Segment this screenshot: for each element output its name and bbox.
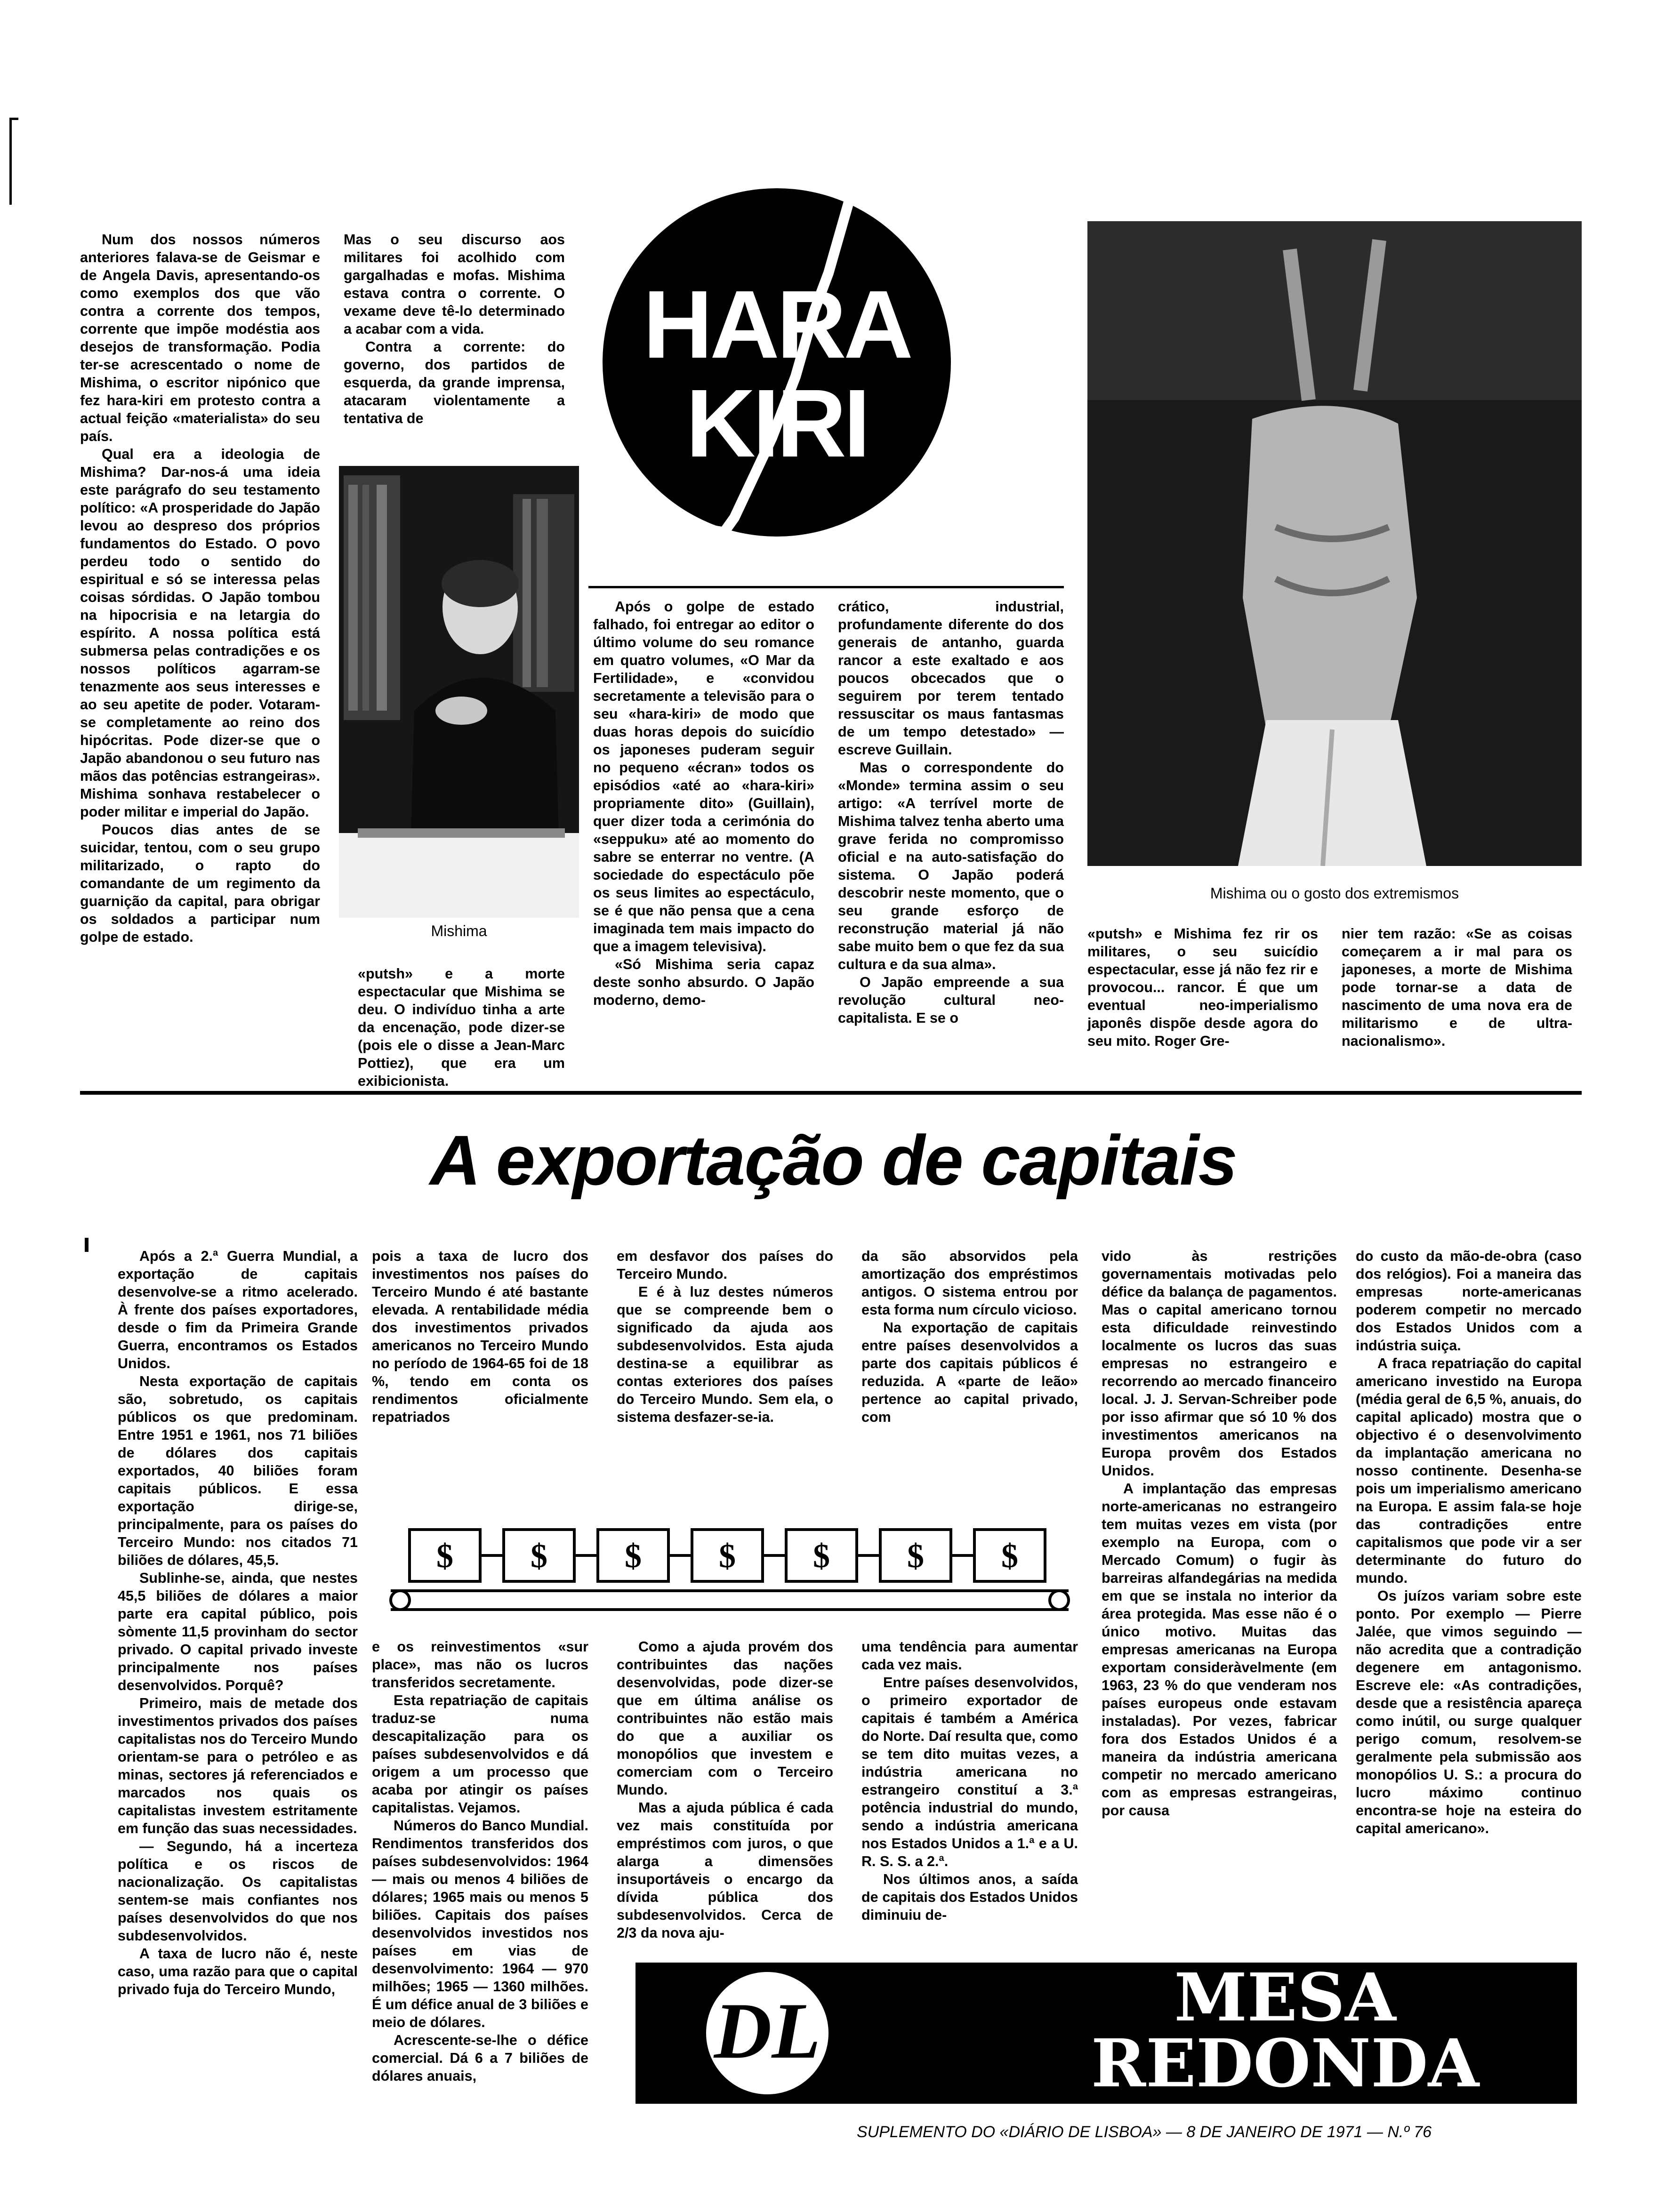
paragraph: O Japão empreende a sua revolução cultural neo-capitalista. E se o (838, 974, 1064, 1026)
hara-col-4 (838, 598, 1064, 1027)
hara-kiri-emblem (593, 155, 960, 569)
section-divider (80, 1091, 1582, 1095)
extremismos-photo (1087, 221, 1582, 866)
exp-col-4-top (861, 1247, 1078, 1426)
hara-col-1 (80, 231, 320, 946)
paragraph: Nos últimos anos, a saída de capitais dos Estados Unidos diminuiu de- (861, 1871, 1078, 1923)
paragraph: «putsh» e a morte espectacular que Mishima se deu. O indivíduo tinha a arte da encenação, pode dizer-se (pois ele o disse a Jean-Marc Pottiez), que era um exibicionista. (358, 966, 565, 1089)
exp-col-1 (118, 1247, 358, 1998)
paragraph: da são absorvidos pela amortização dos empréstimos antigos. O sistema entrou por esta forma num círculo vicioso. (861, 1248, 1078, 1318)
paragraph: Entre países desenvolvidos, o primeiro exportador de capitais é também a América do Norte. Daí resulta que, como se tem dito muitas vezes, a indústria americana no estrangeiro constituí a 3.ª potência industrial do mundo, sendo a indústria americana nos Estados Unidos a 1.ª e a U. R. S. S. a 2.ª. (861, 1675, 1078, 1869)
paragraph: Na exportação de capitais entre países desenvolvidos a parte dos capitais públicos é reduzida. A «parte de leão» pertence ao capital privado, com (861, 1320, 1078, 1425)
dollar-sign: $ (1001, 1537, 1018, 1575)
exp-col-2-top (372, 1247, 588, 1426)
paragraph: Qual era a ideologia de Mishima? Dar-nos-á uma ideia este parágrafo do seu testamento político: «A prosperidade do Japão levou ao despreso dos próprios fundamentos do Estado. O povo perdeu todo o sentido do espiritual e só se interessa pelas coisas sórdidas. O Japão tombou na hipocrisia e na letargia do espírito. A nossa política está submersa pelas contradições e os nossos políticos agarram-se tenazmente aos seus interesses e ao seu apetite de poder. Votaram-se completamente ao reino dos hipócritas. Pode dizer-se que o Japão abandonou o seu futuro nas mãos das potências estrangeiras». Mishima sonhava restabelecer o poder militar e imperial do Japão. (80, 446, 320, 820)
paragraph: uma tendência para aumentar cada vez mais. (861, 1639, 1078, 1673)
paragraph: Após o golpe de estado falhado, foi entregar ao editor o último volume do seu romance em quatro volumes, «O Mar da Fertilidade», e «convidou secretamente a televisão para o seu «hara-kiri» de modo que duas horas depois do suicídio os japoneses puderam seguir no pequeno «écran» todos os episódios «até ao «hara-kiri» propriamente dito» (Guillain), quer dizer toda a cerimónia do «seppuku» até ao momento do sabre se enterrar no ventre. (A sociedade do espectáculo põe os seus limites ao espectáculo, se é que não pensa que a cena imaginada tem mais impacto do que a imagem televisiva). (593, 599, 814, 954)
mishima-photo-image (339, 466, 579, 918)
dollar-sign: $ (719, 1537, 736, 1575)
hara-col-2-bottom (358, 965, 565, 1090)
paragraph: Mas o seu discurso aos militares foi acolhido com gargalhadas e mofas. Mishima estava contra o corrente. O vexame deve tê-lo determinado a acabar com a vida. (344, 232, 565, 337)
paragraph: e os reinvestimentos «sur place», mas não os lucros transferidos secretamente. (372, 1639, 588, 1691)
mesa-redonda-banner (635, 1959, 1577, 2104)
paragraph: Primeiro, mais de metade dos investimentos privados dos países capitalistas nos do Terceiro Mundo orientam-se para o petróleo e as minas, sectores já referenciados e marcados nos quais os capitalistas investem estritamente em função das suas necessidades. (118, 1695, 358, 1836)
paragraph: Os juízos variam sobre este ponto. Por exemplo — Pierre Jalée, que vimos seguindo — não acredita que a contradição degenere em antagonismo. Escreve ele: «As contradições, desde que a resistência apareça como inútil, ou surge qualquer perigo comum, resolvem-se geralmente pela submissão aos monopólios U. S.: a procura do lucro máximo continuo encontra-se hoje na esteira do capital americano». (1356, 1588, 1582, 1836)
hara-kiri-line1: HARA (643, 271, 911, 378)
paragraph: Mas o correspondente do «Monde» termina assim o seu artigo: «A terrível morte de Mishima talvez tenha aberto uma grave ferida no compromisso oficial e na auto-satisfação do sistema. O Japão poderá descobrir neste momento, que o seu grande esforço de reconstrução material já não sabe muito bem o que fez da sua cultura e da sua alma». (838, 760, 1064, 972)
mishima-photo (339, 466, 579, 918)
extremismos-photo-image (1087, 221, 1582, 866)
hara-kiri-logo (593, 155, 960, 569)
exp-col-3-top (617, 1247, 833, 1426)
hara-col-5 (1087, 925, 1318, 1050)
paragraph: — Segundo, há a incerteza política e os riscos de nacionalização. Os capitalistas sentem-se mais confiantes nos países desenvolvidos do que nos subdesenvolvidos. (118, 1838, 358, 1944)
paragraph: Números do Banco Mundial. Rendimentos transferidos dos países subdesenvolvidos: 1964 — mais ou menos 4 biliões de dólares; 1965 mais ou menos 5 biliões. Capitais dos países desenvolvidos investidos nos países em vias de desenvolvimento: 1964 — 970 milhões; 1965 — 1360 milhões. É um défice anual de 3 biliões e meio de dólares. (372, 1818, 588, 2030)
money-train-illustration (381, 1520, 1078, 1619)
exp-col-3-bottom (617, 1638, 833, 1942)
dollar-sign: $ (907, 1537, 924, 1575)
paragraph: «Só Mishima seria capaz deste sonho absurdo. O Japão moderno, demo- (593, 956, 814, 1008)
paragraph: Após a 2.ª Guerra Mundial, a exportação de capitais desenvolve-se a ritmo acelerado. À frente dos países exportadores, desde o fim da Primeira Grande Guerra, encontramos os Estados Unidos. (118, 1248, 358, 1371)
left-marker (85, 1238, 88, 1252)
dollar-sign: $ (813, 1537, 830, 1575)
banner-title-line1: MESA (1174, 1959, 1396, 2036)
dl-logo-text: DL (714, 1987, 821, 2075)
supplement-footer: SUPLEMENTO DO «DIÁRIO DE LISBOA» — 8 DE JANEIRO DE 1971 — N.º 76 (857, 2123, 1432, 2141)
column-top-rule (588, 586, 1064, 588)
paragraph: nier tem razão: «Se as coisas começarem a ir mal para os japoneses, a morte de Mishima pode tornar-se a data de nascimento de uma nova era de militarismo e de ultra-nacionalismo». (1342, 926, 1572, 1049)
paragraph: Esta repatriação de capitais traduz-se numa descapitalização para os países subdesenvolvidos e dá origem a um processo que acaba por atingir os países capitalistas. Vejamos. (372, 1692, 588, 1816)
exportacao-headline: A exportação de capitais (430, 1121, 1237, 1200)
money-train (381, 1520, 1078, 1619)
paragraph: A fraca repatriação do capital americano investido na Europa (média geral de 6,5 %, anuais, do capital aplicado) mostra que o objectivo é o desenvolvimento da implantação americana no nosso continente. Desenha-se pois um imperialismo americano na Europa. E assim fala-se hoje das contradições entre capitalismos que pode vir a ser determinante do futuro do mundo. (1356, 1355, 1582, 1586)
paragraph: A implantação das empresas norte-americanas no estrangeiro tem muitas vezes em vista (por exemplo na Europa, com o Mercado Comum) o fugir às barreiras alfandegárias na medida em que se instala no interior da área protegida. Mas esse não é o único motivo. Muitas das empresas americanas na Europa exportam consideràvelmente (em 1963, 23 % do que venderam nos países europeus onde estavam instaladas). Por vezes, fabricar fora dos Estados Unidos é a maneira da indústria americana competir no mercado americano com as empresas estrangeiras, por causa (1102, 1481, 1337, 1819)
hara-col-2-top (344, 231, 565, 427)
extremismos-photo-caption: Mishima ou o gosto dos extremismos (1210, 885, 1459, 902)
dollar-sign: $ (625, 1537, 642, 1575)
paragraph: pois a taxa de lucro dos investimentos nos países do Terceiro Mundo é até bastante elevada. A rentabilidade média dos investimentos privados americanos no Terceiro Mundo no período de 1964-65 foi de 18 %, tendo em conta os rendimentos oficialmente repatriados (372, 1248, 588, 1425)
banner-title-line2: REDONDA (1091, 2025, 1480, 2102)
paragraph: Num dos nossos números anteriores falava-se de Geismar e de Angela Davis, apresentando-os como exemplos dos que vão contra a corrente dos tempos, corrente que impõe modéstia aos desejos de transformação. Podia ter-se acrescentado o nome de Mishima, o escritor nipónico que fez hara-kiri em protesto contra a actual feição «materialista» do seu país. (80, 232, 320, 444)
paragraph: Acrescente-se-lhe o défice comercial. Dá 6 a 7 biliões de dólares anuais, (372, 2032, 588, 2084)
paragraph: Contra a corrente: do governo, dos partidos de esquerda, da grande imprensa, atacaram violentamente a tentativa de (344, 339, 565, 426)
paragraph: vido às restrições governamentais motivadas pelo défice da balança de pagamentos. Mas o capital americano tornou esta dificuldade reinvestindo localmente os lucros das suas empresas no estrangeiro e recorrendo ao mercado financeiro local. J. J. Servan-Schreiber pode por isso afirmar que só 10 % dos investimentos americanos na Europa provêm dos Estados Unidos. (1102, 1248, 1337, 1479)
paragraph: E é à luz destes números que se compreende bem o significado da ajuda aos subdesenvolvidos. Esta ajuda destina-se a equilibrar as contas exteriores dos países do Terceiro Mundo. Sem ela, o sistema desfazer-se-ia. (617, 1284, 833, 1425)
left-bracket (9, 118, 18, 205)
dollar-sign: $ (436, 1537, 453, 1575)
exp-col-4-bottom (861, 1638, 1078, 1924)
paragraph: Poucos dias antes de se suicidar, tentou, com o seu grupo militarizado, o rapto do comandante de um regimento da guarnição da capital, para obrigar os soldados a participar num golpe de estado. (80, 822, 320, 945)
exp-col-5 (1102, 1247, 1337, 1819)
paragraph: Sublinhe-se, ainda, que nestes 45,5 biliões de dólares a maior parte era capital público, pois sòmente 11,5 provinham do sector privado. O capital privado investe principalmente nos países desenvolvidos. Porquê? (118, 1570, 358, 1693)
hara-col-6 (1342, 925, 1572, 1050)
paragraph: crático, industrial, profundamente diferente do dos generais de antanho, guarda rancor a este exaltado e aos poucos obcecados que o seguirem por terem tentado ressuscitar os maus fantasmas de um tempo detestado» — escreve Guillain. (838, 599, 1064, 758)
paragraph: A taxa de lucro não é, neste caso, uma razão para que o capital privado fuja do Terceiro Mundo, (118, 1946, 358, 1997)
hara-col-3 (593, 598, 814, 1009)
paragraph: Nesta exportação de capitais são, sobretudo, os capitais públicos os que predominam. Entre 1951 e 1961, nos 71 biliões de dólares dos capitais exportados, 40 biliões foram capitais públicos. E essa exportação dirige-se, principalmente, para os países do Terceiro Mundo: nos citados 71 biliões de dólares, 45,5. (118, 1373, 358, 1568)
paragraph: Mas a ajuda pública é cada vez mais constituída por empréstimos com juros, o que alarga a dimensões insuportáveis o encargo da dívida pública dos subdesenvolvidos. Cerca de 2/3 da nova aju- (617, 1800, 833, 1941)
hara-kiri-line2: KIRI (686, 369, 868, 477)
paragraph: do custo da mão-de-obra (caso dos relógios). Foi a maneira das empresas norte-americanas poderem competir no mercado dos Estados Unidos com a indústria suiça. (1356, 1248, 1582, 1354)
paragraph: «putsh» e Mishima fez rir os militares, o seu suicídio espectacular, esse já não fez rir e provocou... rancor. É que um eventual neo-imperialismo japonês dispõe desde agora do seu mito. Roger Gre- (1087, 926, 1318, 1049)
dollar-sign: $ (531, 1537, 547, 1575)
paragraph: em desfavor dos países do Terceiro Mundo. (617, 1248, 833, 1282)
exp-col-6 (1356, 1247, 1582, 1837)
mishima-photo-caption: Mishima (431, 922, 487, 939)
paragraph: Como a ajuda provém dos contribuintes das nações desenvolvidas, pode dizer-se que em última análise os contribuintes não estão mais do que a auxiliar os monopólios que investem e comerciam com o Terceiro Mundo. (617, 1639, 833, 1798)
exp-col-2-bottom (372, 1638, 588, 2085)
